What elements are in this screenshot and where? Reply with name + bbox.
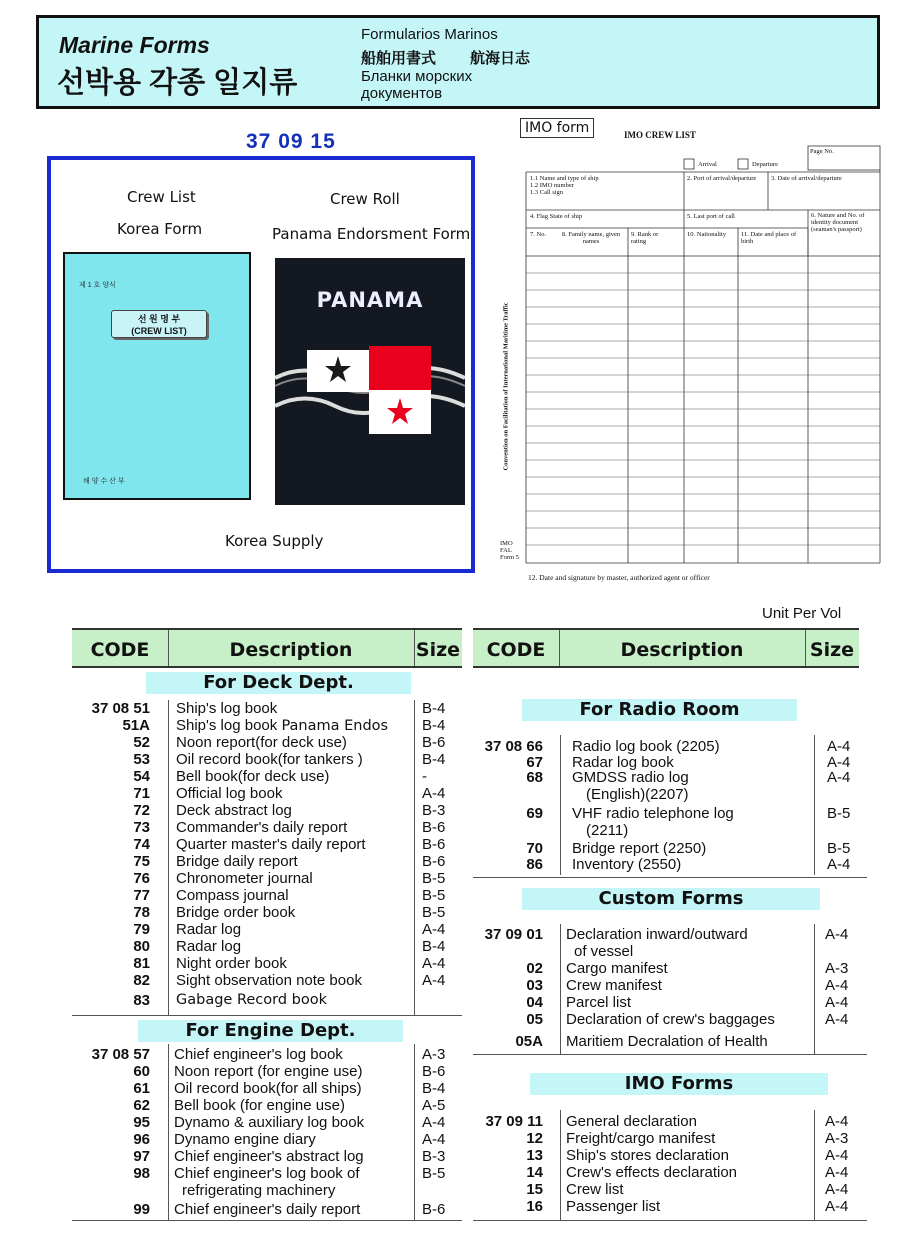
row-size: B-4 (422, 717, 446, 734)
title-russian-2: документов (361, 85, 443, 102)
table-row (72, 992, 462, 1009)
row-code: 12 (526, 1130, 543, 1147)
imo-form-title: IMO CREW LIST (624, 130, 696, 140)
row-code: 37 08 51 (91, 700, 150, 717)
table-row (72, 717, 462, 734)
row-size: - (422, 768, 427, 785)
product-photo-box (47, 156, 475, 573)
row-description: GMDSS radio log (572, 769, 689, 786)
imo-crew-list-form: IMO form IMO CREW LIST Page No. Arrival Departure 1.1 Name and type of ship 1.2 IMO number 1.3 Call sign 2. Port of arrival/departure 3. Date of arrival/departure 4. Flag State of ship 5. Last port of call 6. Nature and No. of identity document (seaman's passport) 7. No. 8. Family name, given names 9. Rank or rating 10. Nationality 11. Date and place of birth Convention on Facilitation of International Maritime Traffic IMO FAL Form 5 12. Date and signature by master, authorized agent or officer (498, 118, 888, 588)
row-code: 05A (515, 1033, 543, 1050)
table-row (473, 1147, 863, 1164)
row-code: 51A (122, 717, 150, 734)
row-code: 79 (133, 921, 150, 938)
row-code: 69 (526, 805, 543, 822)
row-size: B-5 (827, 805, 851, 822)
table-row (473, 926, 863, 943)
row-size: B-3 (422, 1148, 446, 1165)
row-size: A-4 (825, 994, 849, 1011)
table-row (72, 1148, 462, 1165)
row-size: A-4 (825, 1181, 849, 1198)
row-description: Commander's daily report (176, 819, 348, 836)
row-description: Cargo manifest (566, 960, 668, 977)
row-size: A-4 (825, 1113, 849, 1130)
row-description: Radar log (176, 921, 242, 938)
row-description: VHF radio telephone log (572, 805, 734, 822)
table-row (473, 1181, 863, 1198)
row-code: 68 (526, 769, 543, 786)
row-code: 74 (133, 836, 150, 853)
row-code: 98 (133, 1165, 150, 1182)
row-size: B-3 (422, 802, 446, 819)
row-description-cont: (2211) (586, 822, 629, 839)
table-row (473, 1164, 863, 1181)
row-description: Crew's effects declaration (566, 1164, 737, 1181)
row-code: 97 (133, 1148, 150, 1165)
table-row (72, 938, 462, 955)
row-size: B-4 (422, 938, 446, 955)
row-description: Bridge daily report (176, 853, 298, 870)
row-description: Bell book (for engine use) (174, 1097, 345, 1114)
panama-flag-image (275, 258, 465, 505)
row-description: Noon report(for deck use) (176, 734, 347, 751)
row-description: Radar log (176, 938, 242, 955)
row-size: A-4 (825, 1147, 849, 1164)
row-size: A-4 (825, 977, 849, 994)
table-row (473, 840, 863, 857)
row-size: A-3 (825, 960, 849, 977)
table-row (473, 1130, 863, 1147)
row-size: A-5 (422, 1097, 446, 1114)
row-code: 75 (133, 853, 150, 870)
row-code: 61 (133, 1080, 150, 1097)
row-description: Dynamo & auxiliary log book (174, 1114, 365, 1131)
row-code: 37 09 11 (485, 1113, 543, 1130)
row-code: 14 (526, 1164, 543, 1181)
row-size: B-5 (827, 840, 851, 857)
row-size: B-4 (422, 1080, 446, 1097)
row-code: 15 (526, 1181, 543, 1198)
row-description: Ship's stores declaration (566, 1147, 729, 1164)
row-description: Sight observation note book (176, 972, 362, 989)
col-description: Description (229, 639, 353, 661)
row-description: Declaration of crew's baggages (566, 1011, 775, 1028)
left-table-header (72, 628, 462, 668)
row-description: Chief engineer's abstract log (174, 1148, 364, 1165)
right-table-header: CODE Description Size (473, 628, 859, 668)
table-row (473, 769, 863, 786)
row-code: 52 (133, 734, 150, 751)
row-size: A-4 (422, 921, 446, 938)
table-row (473, 1198, 863, 1215)
label-crew-roll: Crew Roll (330, 190, 400, 208)
row-description: Bridge order book (176, 904, 296, 921)
title-spanish: Formularios Marinos (361, 26, 498, 43)
row-description: Compass journal (176, 887, 289, 904)
row-description: Maritiem Decralation of Health (566, 1033, 768, 1050)
row-size: A-4 (422, 955, 446, 972)
table-row (72, 1046, 462, 1063)
row-code: 83 (133, 992, 150, 1009)
row-code: 16 (526, 1198, 543, 1215)
row-description: Oil record book(for all ships) (174, 1080, 362, 1097)
row-description: Chief engineer's log book (174, 1046, 343, 1063)
table-row (72, 768, 462, 785)
table-row (72, 1063, 462, 1080)
section-custom: Custom Forms (522, 888, 820, 910)
row-description: Freight/cargo manifest (566, 1130, 716, 1147)
title-russian-1: Бланки морских (361, 68, 473, 85)
row-description: Deck abstract log (176, 802, 292, 819)
table-row (72, 1165, 462, 1182)
table-row (72, 853, 462, 870)
row-code: 60 (133, 1063, 150, 1080)
row-description: Ship's log book Panama Endos (176, 717, 389, 734)
table-row (72, 1131, 462, 1148)
imo-side-text: Convention on Facilitation of International Maritime Traffic (502, 302, 510, 471)
row-code: 04 (526, 994, 543, 1011)
row-size: B-5 (422, 870, 446, 887)
row-description: Bridge report (2250) (572, 840, 707, 857)
row-code: 71 (133, 785, 150, 802)
row-code: 95 (133, 1114, 150, 1131)
row-code: 54 (133, 768, 150, 785)
row-code: 96 (133, 1131, 150, 1148)
row-code: 37 08 66 (484, 738, 543, 755)
row-size: B-6 (422, 1201, 446, 1218)
table-row (72, 785, 462, 802)
row-size: B-5 (422, 1165, 446, 1182)
row-size: A-4 (825, 926, 849, 943)
label-korea-supply: Korea Supply (225, 532, 324, 550)
row-code: 81 (133, 955, 150, 972)
row-code: 37 09 01 (484, 926, 543, 943)
label-crew-list: Crew List (127, 188, 196, 206)
table-row (72, 836, 462, 853)
table-row (473, 960, 863, 977)
row-description: Radio log book (2205) (572, 738, 720, 755)
row-description: General declaration (566, 1113, 697, 1130)
row-size: A-4 (827, 856, 851, 873)
section-deck: For Deck Dept. (146, 672, 411, 694)
catalog-number: 37 09 15 (246, 130, 336, 153)
row-size: A-4 (827, 769, 851, 786)
table-row (473, 1011, 863, 1028)
section-engine: For Engine Dept. (138, 1020, 403, 1042)
table-row (72, 870, 462, 887)
row-description: Crew list (566, 1181, 624, 1198)
row-size: A-4 (422, 785, 446, 802)
label-korea-form: Korea Form (117, 220, 203, 238)
table-row (72, 700, 462, 717)
row-code: 99 (133, 1201, 150, 1218)
row-code: 73 (133, 819, 150, 836)
row-description-cont: of vessel (574, 943, 634, 960)
row-size: A-4 (422, 1114, 446, 1131)
row-size: A-4 (422, 1131, 446, 1148)
row-size: A-4 (827, 738, 851, 755)
row-size: B-5 (422, 887, 446, 904)
row-description-cont: refrigerating machinery (182, 1182, 336, 1199)
row-size: B-6 (422, 836, 446, 853)
row-code: 80 (133, 938, 150, 955)
title-chinese: 船舶用書式 航海日志 (361, 50, 531, 67)
table-row (72, 802, 462, 819)
table-row (72, 1080, 462, 1097)
row-description: Gabage Record book (176, 992, 327, 1008)
row-size: B-4 (422, 751, 446, 768)
row-code: 86 (526, 856, 543, 873)
table-row (473, 994, 863, 1011)
row-description: Passenger list (566, 1198, 661, 1215)
row-code: 13 (526, 1147, 543, 1164)
korea-book-title-plate: 선 원 명 부 (CREW LIST) (111, 310, 207, 338)
row-size: B-5 (422, 904, 446, 921)
row-description: Parcel list (566, 994, 632, 1011)
table-row (72, 887, 462, 904)
row-description-cont: (English)(2207) (586, 786, 689, 803)
row-description: Noon report (for engine use) (174, 1063, 363, 1080)
row-description: Inventory (2550) (572, 856, 682, 873)
row-description: Chief engineer's log book of (174, 1165, 360, 1182)
row-code: 53 (133, 751, 150, 768)
row-code: 03 (526, 977, 543, 994)
row-code: 05 (526, 1011, 543, 1028)
table-row (72, 921, 462, 938)
row-size: A-4 (825, 1164, 849, 1181)
row-code: 77 (133, 887, 150, 904)
row-size: B-4 (422, 700, 446, 717)
col-code: CODE (90, 639, 150, 661)
row-code: 37 08 57 (91, 1046, 150, 1063)
header-banner (36, 15, 880, 109)
row-code: 70 (526, 840, 543, 857)
row-description: Quarter master's daily report (176, 836, 366, 853)
row-size: A-4 (827, 754, 851, 771)
table-row (473, 805, 863, 822)
table-row (473, 1113, 863, 1130)
row-size: B-6 (422, 819, 446, 836)
unit-note: Unit Per Vol (762, 605, 842, 622)
panama-cover-title: PANAMA (316, 288, 424, 312)
col-size: Size (415, 639, 461, 661)
row-description: Night order book (176, 955, 287, 972)
title-korean: 선박용 각종 일지류 (57, 67, 298, 99)
table-row (72, 819, 462, 836)
label-panama-form: Panama Endorsment Form (272, 225, 471, 243)
imo-form-tag: IMO form (520, 118, 594, 138)
table-row (72, 1114, 462, 1131)
table-row (473, 977, 863, 994)
table-row (72, 955, 462, 972)
row-description: Official log book (176, 785, 283, 802)
table-row (72, 1097, 462, 1114)
row-code: 62 (133, 1097, 150, 1114)
row-size: B-6 (422, 853, 446, 870)
table-row (473, 856, 863, 873)
row-code: 02 (526, 960, 543, 977)
row-size: A-4 (422, 972, 446, 989)
row-code: 67 (526, 754, 543, 771)
table-row (72, 904, 462, 921)
row-description: Chief engineer's daily report (174, 1201, 361, 1218)
panama-crew-roll-book (275, 258, 465, 505)
row-description: Oil record book(for tankers ) (176, 751, 363, 768)
row-description: Crew manifest (566, 977, 662, 994)
row-code: 76 (133, 870, 150, 887)
section-radio: For Radio Room (522, 699, 797, 721)
table-row (72, 1201, 462, 1218)
row-description: Radar log book (572, 754, 674, 771)
row-size: A-4 (825, 1198, 849, 1215)
row-size: A-4 (825, 1011, 849, 1028)
table-row (473, 1033, 863, 1050)
row-size: A-3 (422, 1046, 446, 1063)
table-row (72, 734, 462, 751)
row-description: Dynamo engine diary (174, 1131, 316, 1148)
row-description: Chronometer journal (176, 870, 313, 887)
row-code: 72 (133, 802, 150, 819)
table-row (72, 751, 462, 768)
row-size: B-6 (422, 734, 446, 751)
row-size: B-6 (422, 1063, 446, 1080)
table-row (72, 972, 462, 989)
row-code: 78 (133, 904, 150, 921)
row-description: Declaration inward/outward (566, 926, 748, 943)
row-description: Ship's log book (176, 700, 278, 717)
row-size: A-3 (825, 1130, 849, 1147)
row-description: Bell book(for deck use) (176, 768, 330, 785)
section-imo-forms: IMO Forms (530, 1073, 828, 1095)
title-english: Marine Forms (59, 32, 210, 58)
table-row (473, 738, 863, 755)
korea-crew-list-book: 제 1 호 양식 선 원 명 부 (CREW LIST) 해 양 수 산 부 (63, 252, 251, 500)
row-code: 82 (133, 972, 150, 989)
